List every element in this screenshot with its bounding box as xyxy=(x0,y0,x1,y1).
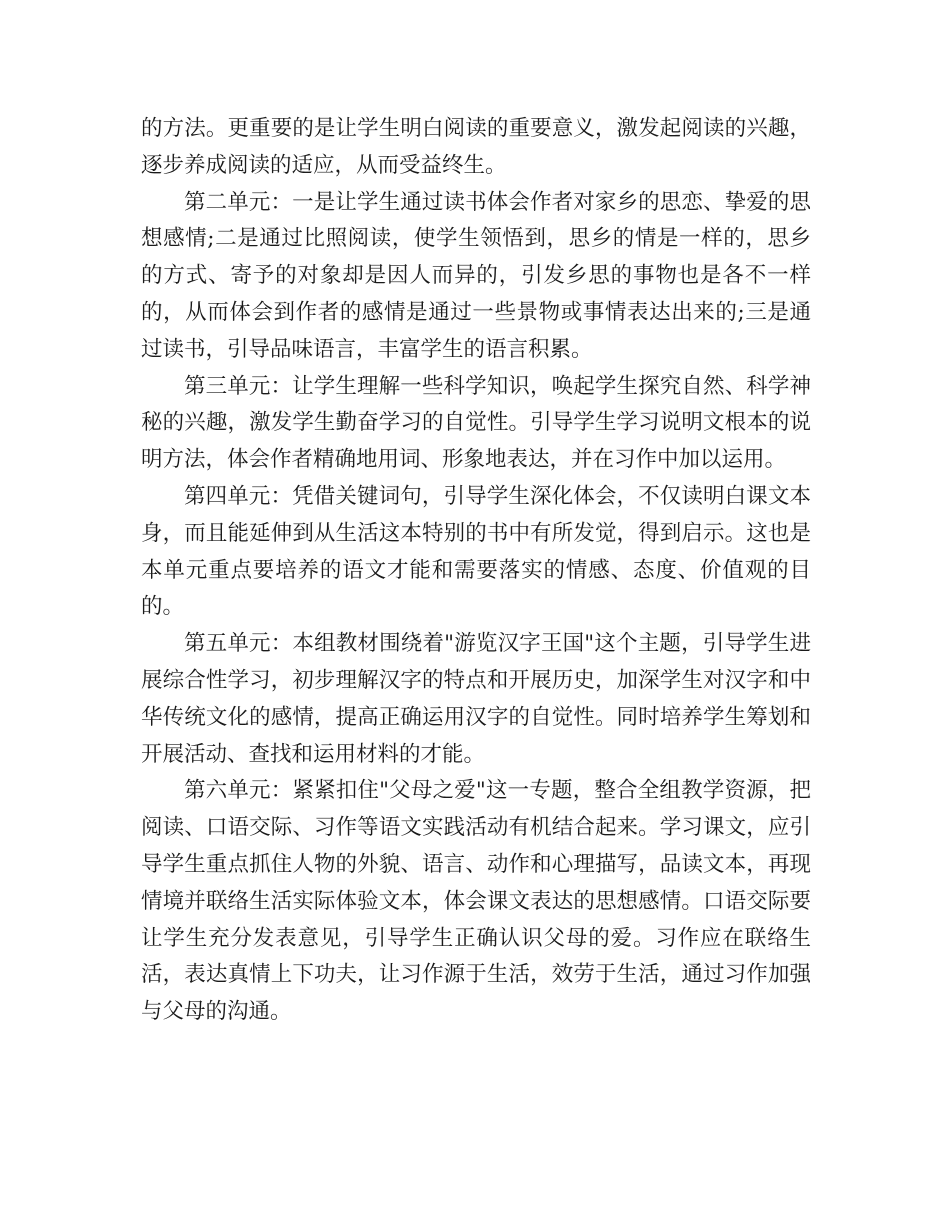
paragraph-unit-5: 第五单元：本组教材围绕着"游览汉字王国"这个主题，引导学生进展综合性学习，初步理解汉字的特点和开展历史，加深学生对汉字和中华传统文化的感情，提高正确运用汉字的自觉性。同时培养学生筹划和开展活动、查找和运用材料的才能。 xyxy=(141,631,811,767)
paragraph-unit-6: 第六单元：紧紧扣住"父母之爱"这一专题，整合全组教学资源，把阅读、口语交际、习作等语文实践活动有机结合起来。学习课文，应引导学生重点抓住人物的外貌、语言、动作和心理描写，品读文本，再现情境并联络生活实际体验文本，体会课文表达的思想感情。口语交际要让学生充分发表意见，引导学生正确认识父母的爱。习作应在联络生活，表达真情上下功夫，让习作源于生活，效劳于生活，通过习作加强与父母的沟通。 xyxy=(141,778,811,1025)
paragraph-unit-2: 第二单元：一是让学生通过读书体会作者对家乡的思恋、挚爱的思想感情;二是通过比照阅读，使学生领悟到，思乡的情是一样的，思乡的方式、寄予的对象却是因人而异的，引发乡思的事物也是各不一样的，从而体会到作者的感情是通过一些景物或事情表达出来的;三是通过读书，引导品味语言，丰富学生的语言积累。 xyxy=(141,189,811,362)
paragraph-unit-4: 第四单元：凭借关键词句，引导学生深化体会，不仅读明白课文本身，而且能延伸到从生活这本特别的书中有所发觉，得到启示。这也是本单元重点要培养的语文才能和需要落实的情感、态度、价值观的目的。 xyxy=(141,483,811,620)
document-body xyxy=(141,111,811,1031)
paragraph-unit-3: 第三单元：让学生理解一些科学知识，唤起学生探究自然、科学神秘的兴趣，激发学生勤奋学习的自觉性。引导学生学习说明文根本的说明方法，体会作者精确地用词、形象地表达，并在习作中加以运用。 xyxy=(141,373,811,473)
paragraph-continuation: 的方法。更重要的是让学生明白阅读的重要意义，激发起阅读的兴趣，逐步养成阅读的适应，从而受益终生。 xyxy=(141,116,811,178)
